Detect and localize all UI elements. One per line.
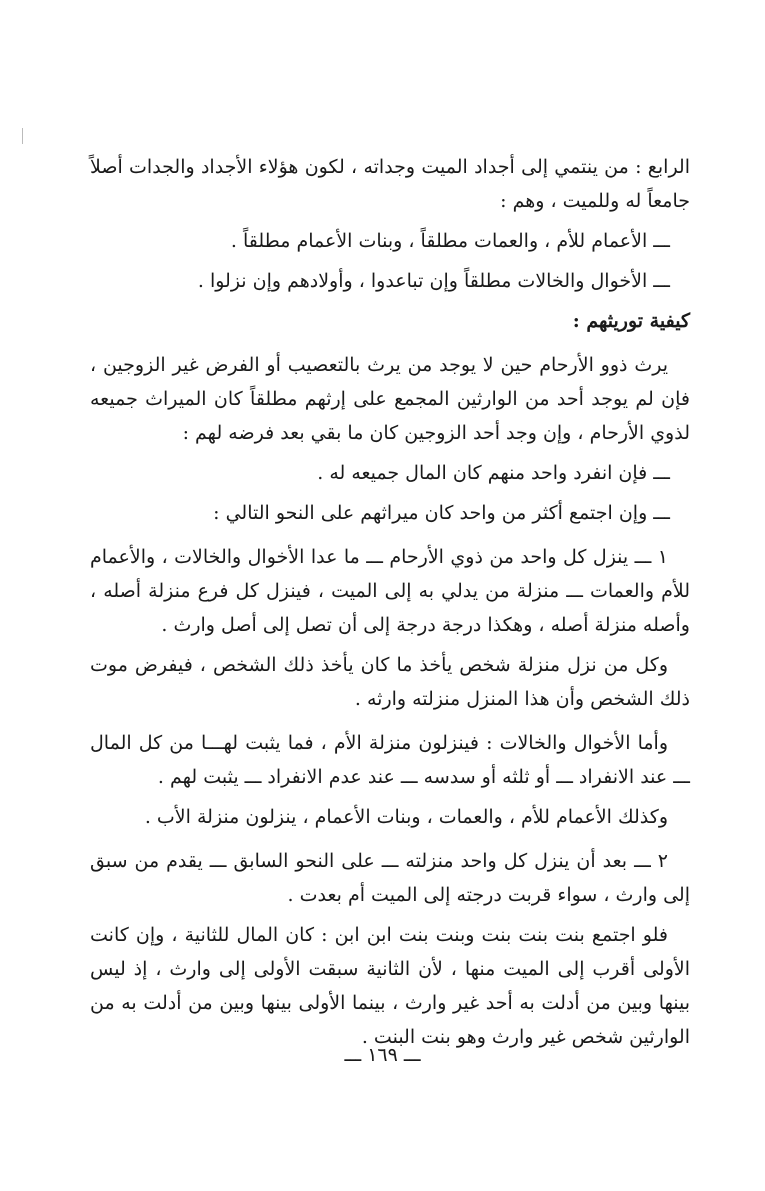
paragraph: وأما الأخوال والخالات : فينزلون منزلة الأم ، فما يثبت لهـــا من كل المال ـــ عند الانفراد ـــ أو ثلثه أو سدسه ـــ عند عدم الانفراد ـــ يثبت لهم . (90, 732, 690, 788)
paragraph: ٢ ـــ بعد أن ينزل كل واحد منزلته ـــ على النحو السابق ـــ يقدم من سبق إلى وارث ، سواء قربت درجته إلى الميت أم بعدت . (90, 850, 690, 906)
paragraph: يرث ذوو الأرحام حين لا يوجد من يرث بالتعصيب أو الفرض غير الزوجين ، فإن لم يوجد أحد من الوارثين المجمع على إرثهم مطلقاً كان الميراث جميعه لذوي الأرحام ، وإن وجد أحد الزوجين كان ما بقي بعد فرضه لهم : (90, 354, 690, 444)
paragraph: الرابع : من ينتمي إلى أجداد الميت وجداته ، لكون هؤلاء الأجداد والجدات أصلاً جامعاً له وللميت ، وهم : (90, 156, 690, 212)
paragraph: وكل من نزل منزلة شخص يأخذ ما كان يأخذ ذلك الشخص ، فيفرض موت ذلك الشخص وأن هذا المنزل منزلته وارثه . (90, 654, 690, 710)
page-edge-mark (22, 128, 23, 144)
section-heading: كيفية توريثهم : (572, 310, 690, 332)
paragraph: ١ ـــ ينزل كل واحد من ذوي الأرحام ـــ ما عدا الأخوال والخالات ، والأعمام للأم والعمات ـــ منزلة من يدلي به إلى الميت ، فينزل كل فرع منزلة أصله ، وأصله منزلة أصله ، وهكذا درجة درجة إلى أن تصل إلى أصل وارث . (90, 546, 690, 636)
paragraph: فلو اجتمع بنت بنت بنت وبنت بنت ابن ابن : كان المال للثانية ، وإن كانت الأولى أقرب إلى الميت منها ، لأن الثانية سبقت الأولى إلى وارث ، إذ ليس بينها وبين من أدلت به أحد غير وارث ، بينما الأولى بينها وبين من أدلت به من الوارثين شخص غير وارث وهو بنت البنت . (90, 924, 690, 1048)
page-body (90, 150, 690, 1060)
list-item: ـــ الأعمام للأم ، والعمات مطلقاً ، وبنات الأعمام مطلقاً . (230, 230, 670, 252)
list-item: ـــ وإن اجتمع أكثر من واحد كان ميراثهم على النحو التالي : (213, 502, 670, 524)
page-number: ـــ ١٦٩ ـــ (344, 1044, 421, 1066)
paragraph: وكذلك الأعمام للأم ، والعمات ، وبنات الأعمام ، ينزلون منزلة الأب . (144, 806, 668, 828)
list-item: ـــ فإن انفرد واحد منهم كان المال جميعه له . (317, 462, 670, 484)
list-item: ـــ الأخوال والخالات مطلقاً وإن تباعدوا ، وأولادهم وإن نزلوا . (197, 270, 670, 292)
